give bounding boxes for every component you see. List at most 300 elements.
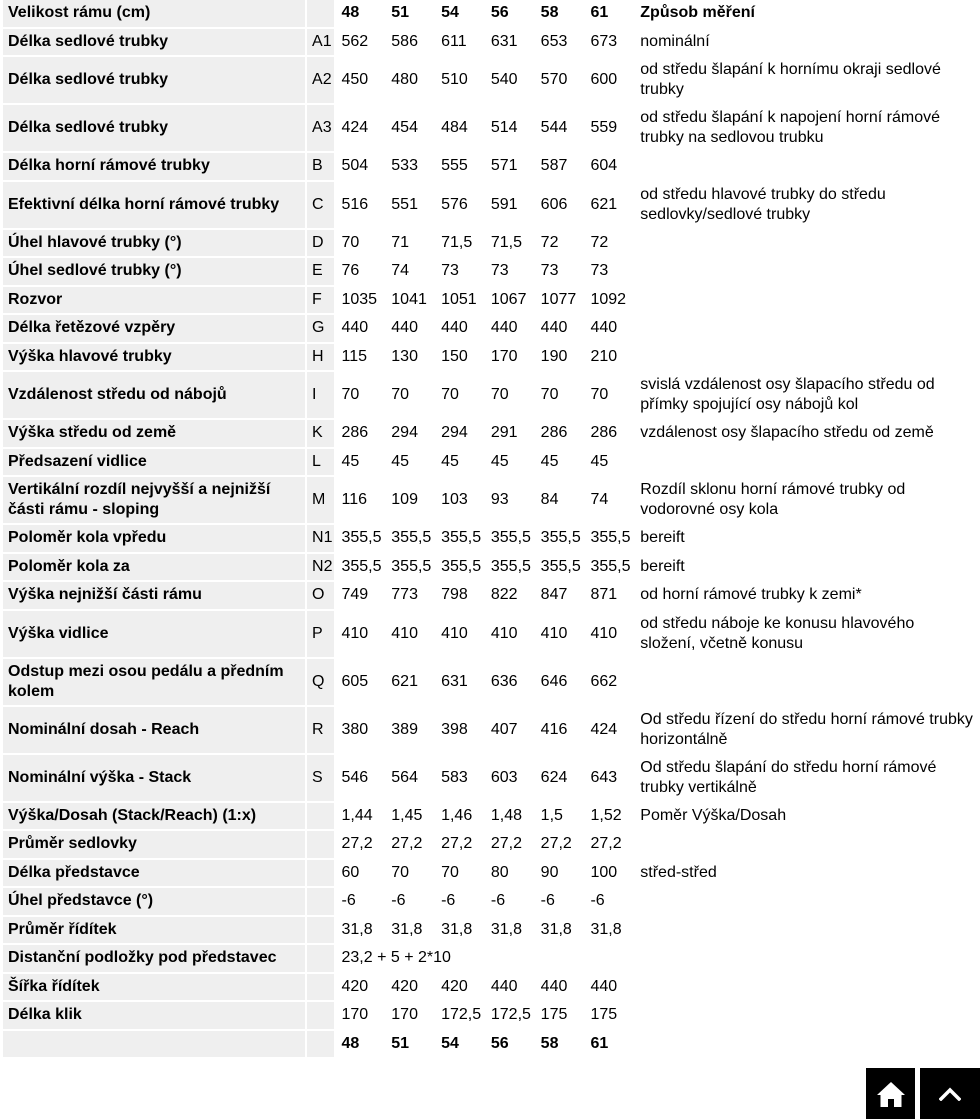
row-note: Od středu šlapání do středu horní rámové trubky vertikálně — [635, 755, 978, 801]
row-label: Šířka řídítek — [3, 974, 305, 1001]
row-value: 27,2 — [585, 831, 633, 858]
row-value: 398 — [436, 707, 484, 753]
table-row — [3, 315, 978, 342]
row-value: 420 — [336, 974, 384, 1001]
row-value: 45 — [386, 449, 434, 476]
row-value: 514 — [486, 105, 534, 151]
row-label: Délka řetězové vzpěry — [3, 315, 305, 342]
row-letter: K — [307, 420, 334, 447]
row-value: 1041 — [386, 287, 434, 314]
row-value: 600 — [585, 57, 633, 103]
table-row — [3, 888, 978, 915]
header-method: Způsob měření — [635, 0, 978, 27]
row-value: 100 — [585, 860, 633, 887]
row-value: 570 — [536, 57, 584, 103]
table-row — [3, 755, 978, 801]
row-value: 27,2 — [386, 831, 434, 858]
row-note — [635, 287, 978, 314]
geometry-table — [1, 0, 980, 1059]
row-value: 1092 — [585, 287, 633, 314]
row-letter — [307, 974, 334, 1001]
row-value: 673 — [585, 29, 633, 56]
table-row — [3, 29, 978, 56]
table-row — [3, 344, 978, 371]
row-note — [635, 831, 978, 858]
row-value: -6 — [486, 888, 534, 915]
row-value: 662 — [585, 659, 633, 705]
row-value: 631 — [436, 659, 484, 705]
row-note — [635, 659, 978, 705]
row-value: 70 — [536, 372, 584, 418]
row-value: 606 — [536, 182, 584, 228]
row-value: 1077 — [536, 287, 584, 314]
table-row — [3, 611, 978, 657]
row-value: 847 — [536, 582, 584, 609]
row-letter: G — [307, 315, 334, 342]
row-note — [635, 153, 978, 180]
row-note: od středu náboje ke konusu hlavového složení, včetně konusu — [635, 611, 978, 657]
table-row — [3, 230, 978, 257]
row-note — [635, 344, 978, 371]
row-value: 355,5 — [436, 554, 484, 581]
row-label: Úhel hlavové trubky (°) — [3, 230, 305, 257]
row-value: 587 — [536, 153, 584, 180]
row-value: 420 — [386, 974, 434, 1001]
row-note — [635, 258, 978, 285]
row-note: Od středu řízení do středu horní rámové trubky horizontálně — [635, 707, 978, 753]
row-letter: O — [307, 582, 334, 609]
row-note — [635, 945, 978, 972]
row-letter: C — [307, 182, 334, 228]
row-value: 605 — [336, 659, 384, 705]
row-value: 576 — [436, 182, 484, 228]
row-value: 74 — [386, 258, 434, 285]
row-value: 480 — [386, 57, 434, 103]
row-value: 440 — [585, 315, 633, 342]
row-value: 1067 — [486, 287, 534, 314]
row-value: 555 — [436, 153, 484, 180]
table-row — [3, 659, 978, 705]
row-value: 410 — [436, 611, 484, 657]
row-value: 72 — [536, 230, 584, 257]
table-row — [3, 803, 978, 830]
row-value: 45 — [536, 449, 584, 476]
row-value: 355,5 — [436, 525, 484, 552]
row-value: 170 — [486, 344, 534, 371]
row-value: 73 — [436, 258, 484, 285]
row-value: 31,8 — [336, 917, 384, 944]
row-label: Délka sedlové trubky — [3, 57, 305, 103]
row-value: 109 — [386, 477, 434, 523]
row-letter: B — [307, 153, 334, 180]
row-letter: I — [307, 372, 334, 418]
row-letter: E — [307, 258, 334, 285]
row-value: 31,8 — [536, 917, 584, 944]
row-letter — [307, 888, 334, 915]
row-value: 90 — [536, 860, 584, 887]
row-note: bereift — [635, 525, 978, 552]
header-size: 58 — [536, 0, 584, 27]
row-value: 410 — [386, 611, 434, 657]
row-value: 653 — [536, 29, 584, 56]
row-value: 291 — [486, 420, 534, 447]
row-letter — [307, 831, 334, 858]
row-value: 170 — [386, 1002, 434, 1029]
row-value: 355,5 — [386, 554, 434, 581]
row-value: 407 — [486, 707, 534, 753]
row-note: od středu hlavové trubky do středu sedlovky/sedlové trubky — [635, 182, 978, 228]
row-value: 798 — [436, 582, 484, 609]
row-value: 172,5 — [486, 1002, 534, 1029]
row-value: 294 — [386, 420, 434, 447]
row-value: 484 — [436, 105, 484, 151]
row-note: od středu šlapání k hornímu okraji sedlové trubky — [635, 57, 978, 103]
header-label: Velikost rámu (cm) — [3, 0, 305, 27]
row-value: 45 — [336, 449, 384, 476]
row-value: 551 — [386, 182, 434, 228]
table-row — [3, 945, 978, 972]
row-value: 440 — [486, 974, 534, 1001]
row-label: Efektivní délka horní rámové trubky — [3, 182, 305, 228]
row-value: 440 — [536, 974, 584, 1001]
row-value: 440 — [336, 315, 384, 342]
row-value: 355,5 — [386, 525, 434, 552]
row-note: bereift — [635, 554, 978, 581]
table-row — [3, 860, 978, 887]
row-note: vzdálenost osy šlapacího středu od země — [635, 420, 978, 447]
row-label: Průměr sedlovky — [3, 831, 305, 858]
header-row — [3, 0, 978, 27]
row-letter: P — [307, 611, 334, 657]
row-label: Výška středu od země — [3, 420, 305, 447]
table-row — [3, 477, 978, 523]
row-value: 45 — [436, 449, 484, 476]
row-value: 583 — [436, 755, 484, 801]
row-value: 380 — [336, 707, 384, 753]
footer-size: 56 — [486, 1031, 534, 1058]
row-value: 1035 — [336, 287, 384, 314]
row-value: 172,5 — [436, 1002, 484, 1029]
table-row — [3, 258, 978, 285]
row-note — [635, 888, 978, 915]
footer-row — [3, 1031, 978, 1058]
row-value: 450 — [336, 57, 384, 103]
footer-size: 58 — [536, 1031, 584, 1058]
row-value: 23,2 + 5 + 2*10 — [336, 945, 633, 972]
row-value: 510 — [436, 57, 484, 103]
row-value: 636 — [486, 659, 534, 705]
row-letter: N2 — [307, 554, 334, 581]
row-value: 70 — [436, 372, 484, 418]
footer-size: 51 — [386, 1031, 434, 1058]
row-label: Úhel sedlové trubky (°) — [3, 258, 305, 285]
row-letter: R — [307, 707, 334, 753]
row-value: 71,5 — [436, 230, 484, 257]
row-label: Průměr řídítek — [3, 917, 305, 944]
footer-size: 54 — [436, 1031, 484, 1058]
row-label: Poloměr kola vpředu — [3, 525, 305, 552]
row-value: 175 — [536, 1002, 584, 1029]
footer-size: 48 — [336, 1031, 384, 1058]
row-label: Vzdálenost středu od nábojů — [3, 372, 305, 418]
row-value: 1,46 — [436, 803, 484, 830]
row-value: 604 — [585, 153, 633, 180]
row-letter: Q — [307, 659, 334, 705]
table-row — [3, 974, 978, 1001]
footer-note — [635, 1031, 978, 1058]
table-row — [3, 57, 978, 103]
footer-label — [3, 1031, 305, 1058]
row-value: 355,5 — [536, 525, 584, 552]
row-value: 116 — [336, 477, 384, 523]
row-value: 1,45 — [386, 803, 434, 830]
row-letter: D — [307, 230, 334, 257]
row-letter: L — [307, 449, 334, 476]
row-letter — [307, 1002, 334, 1029]
row-value: 1051 — [436, 287, 484, 314]
row-value: 586 — [386, 29, 434, 56]
row-value: 294 — [436, 420, 484, 447]
table-row — [3, 582, 978, 609]
row-value: 170 — [336, 1002, 384, 1029]
row-value: 559 — [585, 105, 633, 151]
row-label: Rozvor — [3, 287, 305, 314]
row-label: Délka klik — [3, 1002, 305, 1029]
row-value: 45 — [486, 449, 534, 476]
row-value: 562 — [336, 29, 384, 56]
table-row — [3, 105, 978, 151]
row-value: -6 — [436, 888, 484, 915]
row-letter: S — [307, 755, 334, 801]
row-label: Poloměr kola za — [3, 554, 305, 581]
row-value: 420 — [436, 974, 484, 1001]
row-value: 611 — [436, 29, 484, 56]
row-value: 286 — [585, 420, 633, 447]
row-value: 871 — [585, 582, 633, 609]
row-value: 27,2 — [486, 831, 534, 858]
table-row — [3, 707, 978, 753]
table-row — [3, 831, 978, 858]
row-value: 1,44 — [336, 803, 384, 830]
row-value: 31,8 — [486, 917, 534, 944]
row-value: -6 — [386, 888, 434, 915]
row-value: 150 — [436, 344, 484, 371]
row-note — [635, 230, 978, 257]
row-letter: H — [307, 344, 334, 371]
row-value: 440 — [536, 315, 584, 342]
row-value: 454 — [386, 105, 434, 151]
row-value: 631 — [486, 29, 534, 56]
row-letter — [307, 917, 334, 944]
row-value: 389 — [386, 707, 434, 753]
table-row — [3, 525, 978, 552]
table-row — [3, 372, 978, 418]
row-note: Rozdíl sklonu horní rámové trubky od vodorovné osy kola — [635, 477, 978, 523]
row-label: Odstup mezi osou pedálu a předním kolem — [3, 659, 305, 705]
row-value: 1,48 — [486, 803, 534, 830]
row-note: Poměr Výška/Dosah — [635, 803, 978, 830]
row-value: 504 — [336, 153, 384, 180]
row-value: 603 — [486, 755, 534, 801]
row-value: -6 — [336, 888, 384, 915]
row-value: 643 — [585, 755, 633, 801]
row-value: 175 — [585, 1002, 633, 1029]
header-size: 54 — [436, 0, 484, 27]
row-note — [635, 1002, 978, 1029]
row-value: 76 — [336, 258, 384, 285]
row-value: 27,2 — [336, 831, 384, 858]
row-value: 70 — [486, 372, 534, 418]
row-value: 355,5 — [585, 554, 633, 581]
row-letter: A2 — [307, 57, 334, 103]
row-value: 210 — [585, 344, 633, 371]
row-value: 544 — [536, 105, 584, 151]
row-value: 31,8 — [386, 917, 434, 944]
row-letter: F — [307, 287, 334, 314]
row-label: Nominální dosah - Reach — [3, 707, 305, 753]
row-value: 70 — [336, 372, 384, 418]
row-letter: N1 — [307, 525, 334, 552]
row-value: -6 — [536, 888, 584, 915]
row-value: 571 — [486, 153, 534, 180]
row-note: od horní rámové trubky k zemi* — [635, 582, 978, 609]
header-size: 56 — [486, 0, 534, 27]
row-label: Předsazení vidlice — [3, 449, 305, 476]
footer-size: 61 — [585, 1031, 633, 1058]
table-row — [3, 182, 978, 228]
row-value: 416 — [536, 707, 584, 753]
row-value: 410 — [585, 611, 633, 657]
row-value: 1,52 — [585, 803, 633, 830]
row-value: 646 — [536, 659, 584, 705]
row-value: 74 — [585, 477, 633, 523]
row-value: 424 — [336, 105, 384, 151]
row-value: 60 — [336, 860, 384, 887]
row-value: 72 — [585, 230, 633, 257]
row-value: 93 — [486, 477, 534, 523]
table-row — [3, 554, 978, 581]
row-value: 190 — [536, 344, 584, 371]
row-letter — [307, 803, 334, 830]
row-value: 31,8 — [585, 917, 633, 944]
row-label: Vertikální rozdíl nejvyšší a nejnižší části rámu - sloping — [3, 477, 305, 523]
row-value: 130 — [386, 344, 434, 371]
row-value: 103 — [436, 477, 484, 523]
row-value: 355,5 — [336, 525, 384, 552]
header-letter — [307, 0, 334, 27]
row-value: 73 — [585, 258, 633, 285]
row-label: Výška hlavové trubky — [3, 344, 305, 371]
row-value: 440 — [436, 315, 484, 342]
row-value: 355,5 — [336, 554, 384, 581]
home-icon — [876, 1080, 906, 1108]
row-label: Nominální výška - Stack — [3, 755, 305, 801]
row-value: 27,2 — [436, 831, 484, 858]
row-note: střed-střed — [635, 860, 978, 887]
row-value: -6 — [585, 888, 633, 915]
row-label: Délka sedlové trubky — [3, 29, 305, 56]
row-value: 749 — [336, 582, 384, 609]
row-note — [635, 974, 978, 1001]
row-letter — [307, 945, 334, 972]
row-value: 410 — [486, 611, 534, 657]
row-letter: M — [307, 477, 334, 523]
row-value: 70 — [336, 230, 384, 257]
row-value: 540 — [486, 57, 534, 103]
row-value: 71,5 — [486, 230, 534, 257]
table-row — [3, 1002, 978, 1029]
home-button[interactable] — [866, 1068, 915, 1119]
row-value: 410 — [536, 611, 584, 657]
row-value: 84 — [536, 477, 584, 523]
row-value: 533 — [386, 153, 434, 180]
row-label: Délka horní rámové trubky — [3, 153, 305, 180]
row-value: 624 — [536, 755, 584, 801]
row-value: 410 — [336, 611, 384, 657]
row-label: Délka představce — [3, 860, 305, 887]
row-value: 591 — [486, 182, 534, 228]
row-value: 286 — [536, 420, 584, 447]
row-note: svislá vzdálenost osy šlapacího středu od přímky spojující osy nábojů kol — [635, 372, 978, 418]
chevron-up-icon — [939, 1087, 961, 1101]
row-note — [635, 917, 978, 944]
row-note — [635, 449, 978, 476]
row-value: 355,5 — [585, 525, 633, 552]
row-letter: A1 — [307, 29, 334, 56]
row-label: Délka sedlové trubky — [3, 105, 305, 151]
table-row — [3, 420, 978, 447]
row-value: 27,2 — [536, 831, 584, 858]
row-value: 70 — [386, 372, 434, 418]
row-value: 546 — [336, 755, 384, 801]
row-label: Výška vidlice — [3, 611, 305, 657]
row-value: 70 — [585, 372, 633, 418]
row-label: Výška nejnižší části rámu — [3, 582, 305, 609]
row-value: 31,8 — [436, 917, 484, 944]
row-value: 440 — [486, 315, 534, 342]
header-size: 51 — [386, 0, 434, 27]
row-value: 45 — [585, 449, 633, 476]
row-value: 355,5 — [536, 554, 584, 581]
row-label: Úhel představce (°) — [3, 888, 305, 915]
row-letter: A3 — [307, 105, 334, 151]
row-value: 516 — [336, 182, 384, 228]
row-value: 621 — [585, 182, 633, 228]
row-note — [635, 315, 978, 342]
table-row — [3, 287, 978, 314]
scroll-top-button[interactable] — [920, 1068, 980, 1119]
row-value: 80 — [486, 860, 534, 887]
table-row — [3, 449, 978, 476]
row-label: Distanční podložky pod představec — [3, 945, 305, 972]
row-value: 70 — [436, 860, 484, 887]
row-value: 286 — [336, 420, 384, 447]
row-value: 440 — [585, 974, 633, 1001]
row-value: 564 — [386, 755, 434, 801]
row-value: 71 — [386, 230, 434, 257]
row-label: Výška/Dosah (Stack/Reach) (1:x) — [3, 803, 305, 830]
row-value: 73 — [536, 258, 584, 285]
header-size: 61 — [585, 0, 633, 27]
row-note: nominální — [635, 29, 978, 56]
row-value: 70 — [386, 860, 434, 887]
row-value: 115 — [336, 344, 384, 371]
header-size: 48 — [336, 0, 384, 27]
row-value: 355,5 — [486, 554, 534, 581]
row-value: 424 — [585, 707, 633, 753]
row-value: 621 — [386, 659, 434, 705]
row-value: 355,5 — [486, 525, 534, 552]
